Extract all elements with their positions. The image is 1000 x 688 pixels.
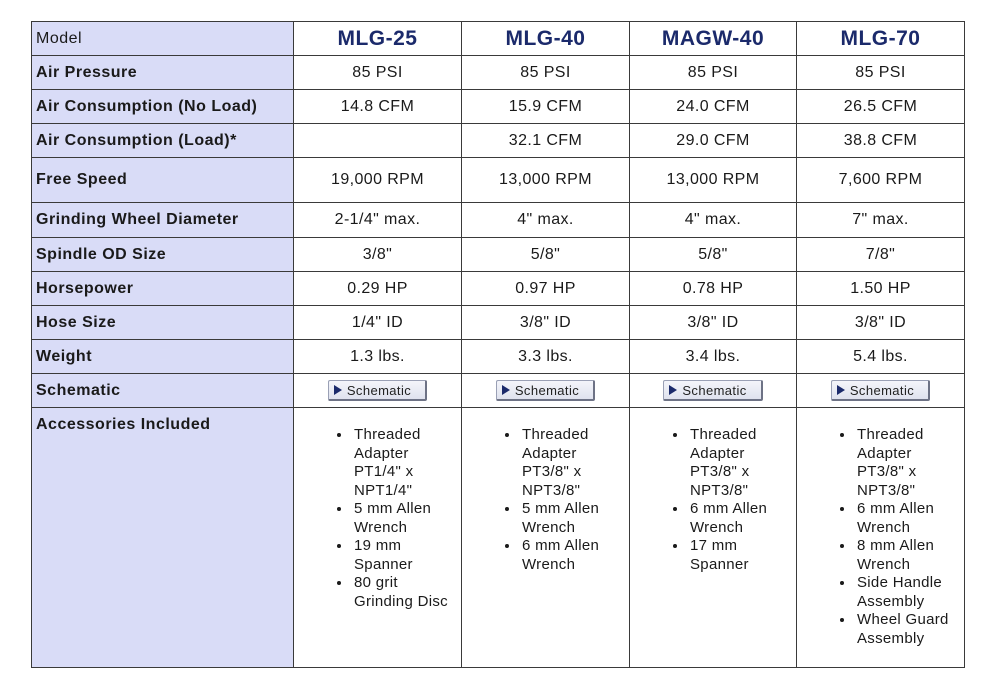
row-value (294, 124, 462, 158)
row-value: 5.4 lbs. (797, 340, 965, 374)
row-value: 15.9 CFM (462, 90, 630, 124)
row-value: 3/8" ID (630, 306, 797, 340)
row-value: 14.8 CFM (294, 90, 462, 124)
schematic-button-label: Schematic (682, 382, 747, 398)
accessory-item: • 6 mm Allen Wrench (520, 537, 625, 574)
spec-row-spindle-od-size (32, 238, 965, 272)
play-icon (334, 385, 342, 395)
accessory-item: • 8 mm Allen Wrench (855, 537, 960, 574)
schematic-button-label: Schematic (514, 382, 580, 398)
schematic-button-mlg-40[interactable] (496, 380, 595, 401)
row-value: 0.97 HP (462, 272, 630, 306)
accessory-item: • Threaded Adapter PT3/8" x NPT3/8" (688, 426, 792, 500)
accessories-cell-mlg-70 (797, 408, 965, 668)
spec-row-free-speed (32, 158, 965, 203)
row-label: Spindle OD Size (32, 238, 294, 272)
play-icon (502, 385, 510, 395)
row-value: 85 PSI (294, 56, 462, 90)
row-value: 5/8" (630, 238, 797, 272)
spec-row-weight (32, 340, 965, 374)
row-label: Schematic (32, 374, 294, 408)
accessory-item: • Wheel Guard Assembly (855, 611, 960, 648)
accessory-list (298, 426, 457, 611)
play-icon (669, 385, 677, 395)
spec-row-horsepower (32, 272, 965, 306)
accessory-item: • 17 mm Spanner (688, 537, 792, 574)
row-value: 1.3 lbs. (294, 340, 462, 374)
row-value: 29.0 CFM (630, 124, 797, 158)
model-header-row (32, 22, 965, 56)
row-label: Accessories Included (32, 408, 294, 668)
spec-row-accessories (32, 408, 965, 668)
spec-table (31, 21, 965, 668)
spec-row-air-consumption-no-load (32, 90, 965, 124)
schematic-cell (294, 374, 462, 408)
accessory-item: • 19 mm Spanner (352, 537, 457, 574)
row-value: 1/4" ID (294, 306, 462, 340)
row-label: Horsepower (32, 272, 294, 306)
row-value: 5/8" (462, 238, 630, 272)
accessory-item: • Side Handle Assembly (855, 574, 960, 611)
row-value: 3/8" ID (797, 306, 965, 340)
accessory-list (801, 426, 960, 648)
row-value: 7" max. (797, 203, 965, 238)
row-value: 1.50 HP (797, 272, 965, 306)
row-label: Grinding Wheel Diameter (32, 203, 294, 238)
schematic-button-label: Schematic (849, 382, 915, 398)
row-label: Air Consumption (Load)* (32, 124, 294, 158)
row-value: 0.78 HP (630, 272, 797, 306)
spec-row-grinding-wheel-diameter (32, 203, 965, 238)
row-value: 0.29 HP (294, 272, 462, 306)
row-value: 19,000 RPM (294, 158, 462, 203)
accessory-item: • 6 mm Allen Wrench (855, 500, 960, 537)
row-value: 4" max. (462, 203, 630, 238)
row-value: 3/8" ID (462, 306, 630, 340)
model-label: Model (32, 22, 294, 56)
spec-row-schematic (32, 374, 965, 408)
accessories-cell-mlg-40 (462, 408, 630, 668)
play-icon (837, 385, 845, 395)
accessory-list (634, 426, 792, 574)
schematic-button-magw-40[interactable] (663, 380, 762, 401)
accessory-item: • 6 mm Allen Wrench (688, 500, 792, 537)
accessory-list (466, 426, 625, 574)
row-value: 85 PSI (630, 56, 797, 90)
accessory-item: • 5 mm Allen Wrench (520, 500, 625, 537)
row-value: 4" max. (630, 203, 797, 238)
accessory-item: • Threaded Adapter PT1/4" x NPT1/4" (352, 426, 457, 500)
row-value: 24.0 CFM (630, 90, 797, 124)
row-label: Air Consumption (No Load) (32, 90, 294, 124)
schematic-button-mlg-70[interactable] (831, 380, 930, 401)
row-value: 3/8" (294, 238, 462, 272)
model-header-mlg-25: MLG-25 (294, 22, 462, 56)
row-label: Free Speed (32, 158, 294, 203)
row-value: 32.1 CFM (462, 124, 630, 158)
row-value: 26.5 CFM (797, 90, 965, 124)
row-value: 3.4 lbs. (630, 340, 797, 374)
model-header-mlg-70: MLG-70 (797, 22, 965, 56)
row-value: 85 PSI (462, 56, 630, 90)
schematic-cell (462, 374, 630, 408)
row-value: 13,000 RPM (462, 158, 630, 203)
schematic-button-mlg-25[interactable] (328, 380, 427, 401)
schematic-button-label: Schematic (346, 382, 412, 398)
row-value: 2-1/4" max. (294, 203, 462, 238)
accessory-item: • Threaded Adapter PT3/8" x NPT3/8" (855, 426, 960, 500)
row-label: Weight (32, 340, 294, 374)
row-value: 7,600 RPM (797, 158, 965, 203)
model-header-magw-40: MAGW-40 (630, 22, 797, 56)
spec-row-hose-size (32, 306, 965, 340)
row-value: 38.8 CFM (797, 124, 965, 158)
accessory-item: • 80 grit Grinding Disc (352, 574, 457, 611)
accessories-cell-mlg-25 (294, 408, 462, 668)
row-value: 85 PSI (797, 56, 965, 90)
accessories-cell-magw-40 (630, 408, 797, 668)
schematic-cell (630, 374, 797, 408)
spec-row-air-consumption-load (32, 124, 965, 158)
row-value: 13,000 RPM (630, 158, 797, 203)
schematic-cell (797, 374, 965, 408)
row-value: 3.3 lbs. (462, 340, 630, 374)
model-header-mlg-40: MLG-40 (462, 22, 630, 56)
spec-row-air-pressure (32, 56, 965, 90)
row-value: 7/8" (797, 238, 965, 272)
accessory-item: • Threaded Adapter PT3/8" x NPT3/8" (520, 426, 625, 500)
row-label: Hose Size (32, 306, 294, 340)
accessory-item: • 5 mm Allen Wrench (352, 500, 457, 537)
row-label: Air Pressure (32, 56, 294, 90)
